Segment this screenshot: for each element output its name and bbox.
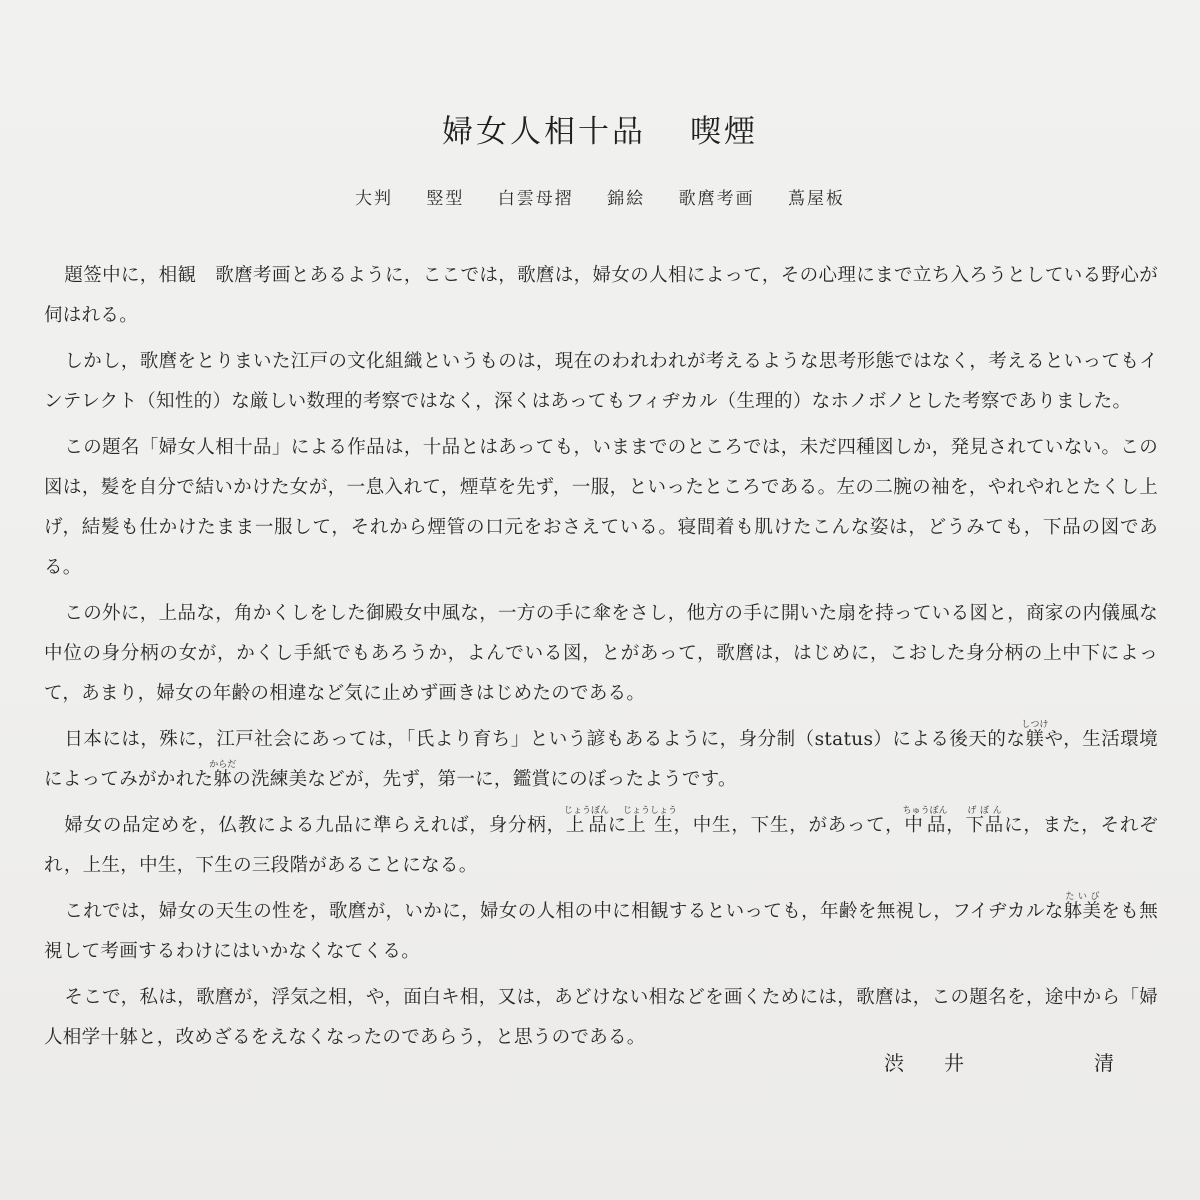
spec-publisher: 蔦屋板 xyxy=(788,189,846,209)
paragraph-6-text-d: ， xyxy=(945,815,966,836)
ruby-base: 躰美 xyxy=(1063,901,1102,922)
ruby-base: 中品 xyxy=(902,815,948,836)
ruby-base: 上生 xyxy=(622,815,677,836)
spec-technique: 白雲母摺 xyxy=(497,189,574,209)
paragraph-5-text-c: の洗練美などが，先ず，第一に，鑑賞にのぼったようです。 xyxy=(232,769,737,790)
paragraph-4: この外に，上品な，角かくしをした御殿女中風な，一方の手に傘をさし，他方の手に開いた扇を持っている図と，商家の内儀風な中位の身分柄の女が，かくし手紙でもあろうか，よんでいる図，とがあって，歌麿は，はじめに，こおした身分柄の上中下によって，あまり，婦女の年齢の相違など気に止めず画きはじめたのである。 xyxy=(44,603,1158,704)
paragraph-8: そこで，私は，歌麿が，浮気之相，や，面白キ相，又は，あどけない相などを画くためには，歌麿は，この題名を，途中から「婦人相学十躰と，改めざるをえなくなったのであらう，と思うのである。 xyxy=(44,987,1158,1048)
paragraph-6-text-e: に，また，それぞれ，上生，中生，下生の三段階があることになる。 xyxy=(44,815,1158,876)
ruby-reading: じょうぼん xyxy=(564,806,610,816)
page-title xyxy=(0,106,1200,151)
paragraph-7-text-a: これでは，婦女の天生の性を，歌麿が，いかに，婦女の人相の中に相観するといっても，年齢を無視し，フイヂカルな xyxy=(64,901,1064,922)
paragraph-6 xyxy=(44,806,1158,886)
ruby-base: 下品 xyxy=(965,815,1005,836)
paragraph-5 xyxy=(44,720,1158,800)
paragraph-6-text-b: に xyxy=(607,815,627,836)
ruby-reading: たいび xyxy=(1063,892,1102,902)
ruby-reading: ちゅうぼん xyxy=(902,806,948,816)
spec-artist: 歌麿考画 xyxy=(678,189,755,209)
spec-size: 大判 xyxy=(354,189,393,209)
paragraph-3: この題名「婦女人相十品」による作品は，十品とはあっても，いままでのところでは，未だ四種図しか，発見されていない。この図は，髪を自分で結いかけた女が，一息入れて，煙草を先ず，一服，といったところである。左の二腕の袖を，やれやれとたくし上げ，結髪も仕かけたまま一服して，それから煙管の口元をおさえている。寝間着も肌けたこんな姿は，どうみても，下品の図である。 xyxy=(44,437,1158,578)
author-given-name: 清 xyxy=(1094,1051,1114,1075)
paragraph-7-text-b: をも無視して考画するわけにはいかなくなてくる。 xyxy=(44,901,1158,962)
ruby-chuubon xyxy=(902,806,948,836)
paragraph-7 xyxy=(44,892,1158,972)
ruby-base: 躰 xyxy=(209,769,237,790)
ruby-gebon xyxy=(965,806,1005,836)
print-specs-line xyxy=(0,184,1200,209)
ruby-joubon xyxy=(564,806,610,836)
paragraph-5-text-a: 日本には，殊に，江戸社会にあっては，「氏より育ち」という諺もあるように，身分制（status）による後天的な xyxy=(64,729,1026,750)
ruby-base: 上品 xyxy=(564,815,610,836)
ruby-reading: げぼん xyxy=(965,806,1004,816)
paragraph-6-text-c: ，中生，下生，があって， xyxy=(672,815,905,836)
ruby-reading: じょうしょう xyxy=(622,806,677,816)
ruby-joushou xyxy=(622,806,677,836)
paragraph-2: しかし，歌麿をとりまいた江戸の文化組織というものは，現在のわれわれが考えるような思考形態ではなく，考えるといってもインテレクト（知性的）な厳しい数理的考察ではなく，深くはあってもフィヂカル（生理的）なホノボノとした考察でありました。 xyxy=(44,351,1158,412)
title-sub: 喫煙 xyxy=(690,114,758,150)
paragraph-1: 題签中に，相観 歌麿考画とあるように，ここでは，歌麿は，婦女の人相によって，その心理にまで立ち入ろうとしている野心が伺はれる。 xyxy=(44,265,1158,326)
spec-format: 竪型 xyxy=(426,189,465,209)
author-family-name: 渋井 xyxy=(884,1051,1004,1075)
ruby-reading: しつけ xyxy=(1021,720,1049,730)
title-main: 婦女人相十品 xyxy=(442,114,646,150)
ruby-taibi xyxy=(1063,892,1102,922)
ruby-reading: からだ xyxy=(209,760,237,770)
body-text xyxy=(44,256,1158,1064)
ruby-shitsuke xyxy=(1021,720,1049,750)
paragraph-5-text-b: や，生活環境によってみがかれた xyxy=(44,729,1158,790)
spec-type: 錦絵 xyxy=(607,189,646,209)
ruby-karada xyxy=(209,760,237,790)
ruby-base: 躾 xyxy=(1021,729,1049,750)
paragraph-6-text-a: 婦女の品定めを，仏教による九品に準らえれば，身分柄， xyxy=(64,815,566,836)
